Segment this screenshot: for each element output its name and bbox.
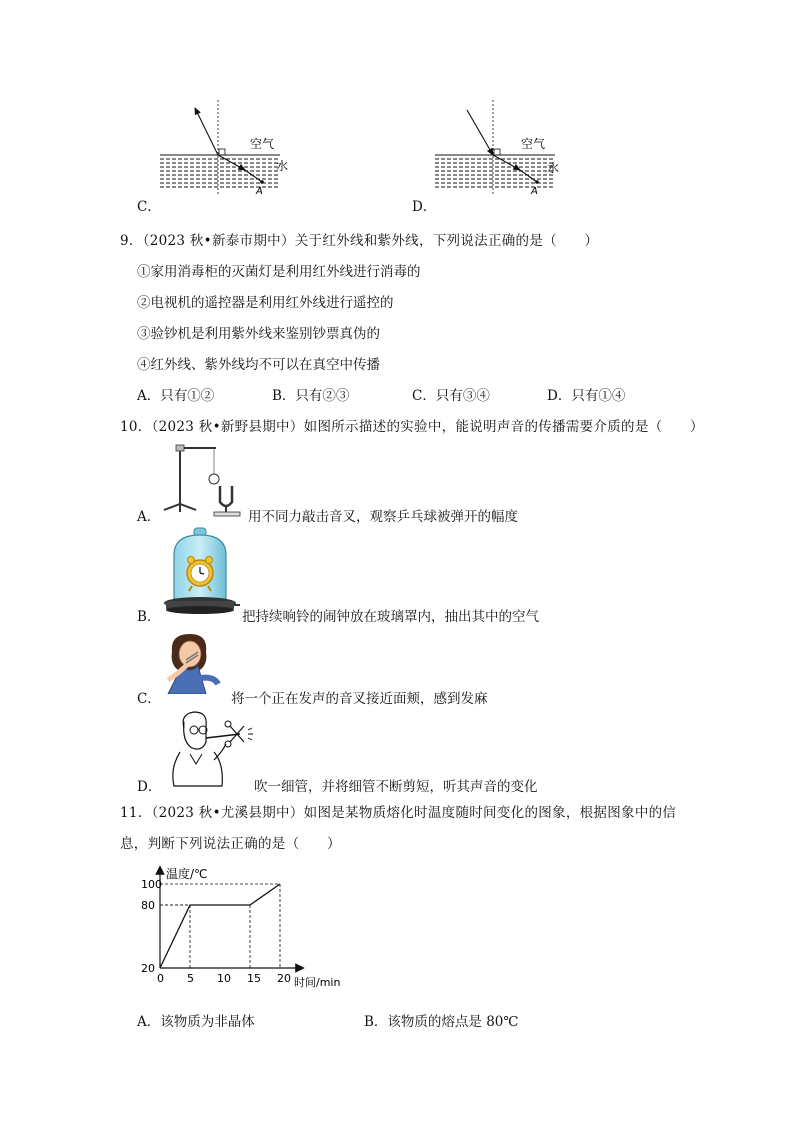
q10-option-c-text: 将一个正在发声的音叉接近面颊，感到发麻 [231, 691, 488, 707]
q11-stem-line2: 息，判断下列说法正确的是（ ） [120, 836, 341, 852]
q9-item-4: ④红外线、紫外线均不可以在真空中传播 [137, 357, 380, 373]
x-tick-label: 10 [217, 972, 231, 985]
point-a [535, 180, 539, 184]
point-a [260, 180, 264, 184]
label-point-a: A [531, 186, 538, 195]
q9-item-1: ①家用消毒柜的灭菌灯是利用红外线进行消毒的 [137, 264, 421, 280]
q10-option-d-letter: D． [137, 779, 162, 795]
x-tick-label: 20 [277, 972, 291, 985]
label-water: 水 [547, 161, 560, 175]
x-tick-label: 15 [247, 972, 261, 985]
q10-stem: 10．（2023 秋•新野县期中）如图所示描述的实验中，能说明声音的传播需要介质的是（ ） [120, 419, 704, 435]
y-tick-label: 80 [141, 899, 155, 912]
refraction-diagram-d [425, 100, 565, 195]
girl-tuning-fork-illustration [160, 630, 228, 694]
ray-refracted [218, 155, 245, 170]
ray-incident [195, 108, 218, 155]
label-water: 水 [276, 159, 289, 173]
q9-option-c: C．只有③④ [412, 388, 490, 404]
option-c-letter: C． [137, 199, 161, 215]
q10-option-b-letter: B． [137, 609, 161, 625]
q9-option-b: B．只有②③ [272, 388, 350, 404]
y-axis-label: 温度/℃ [166, 867, 208, 881]
q9-stem: 9．（2023 秋•新泰市期中）关于红外线和紫外线，下列说法正确的是（ ） [120, 233, 599, 249]
tuning-fork-stand-illustration [158, 440, 250, 518]
label-air: 空气 [521, 137, 546, 151]
q10-option-b-text: 把持续响铃的闹钟放在玻璃罩内，抽出其中的空气 [242, 609, 539, 625]
label-point-a: A [256, 186, 263, 195]
q10-option-d-text: 吹一细管，并将细管不断剪短，听其声音的变化 [254, 779, 538, 795]
label-air: 空气 [250, 137, 275, 151]
x-tick-label: 5 [187, 972, 194, 985]
q11-stem-line1: 11．（2023 秋•尤溪县期中）如图是某物质熔化时温度随时间变化的图象，根据图象中的信 [120, 805, 677, 821]
q9-option-d: D．只有①④ [547, 388, 626, 404]
temperature-series-line [160, 884, 280, 968]
q9-option-a: A．只有①② [137, 388, 215, 404]
q11-option-b: B．该物质的熔点是 80℃ [364, 1014, 519, 1030]
q10-option-c-letter: C． [137, 691, 161, 707]
q10-option-a-letter: A． [137, 509, 161, 525]
y-tick-label: 100 [141, 878, 162, 891]
melting-curve-chart [140, 862, 360, 992]
option-d-letter: D． [412, 199, 437, 215]
q10-option-a-text: 用不同力敲击音叉，观察乒乓球被弹开的幅度 [248, 509, 518, 525]
ray-refracted [493, 155, 520, 170]
ray-incident [467, 110, 493, 155]
x-tick-label: 0 [157, 972, 164, 985]
q9-item-3: ③验钞机是利用紫外线来鉴别钞票真伪的 [137, 326, 380, 342]
y-tick-label: 20 [141, 962, 155, 975]
bell-jar-clock-illustration [160, 525, 240, 617]
q9-item-2: ②电视机的遥控器是利用红外线进行遥控的 [137, 295, 394, 311]
x-axis-label: 时间/min [294, 976, 341, 989]
man-blowing-tube-illustration [160, 708, 260, 788]
refraction-diagram-c [150, 100, 290, 195]
q11-option-a: A．该物质为非晶体 [137, 1014, 255, 1030]
